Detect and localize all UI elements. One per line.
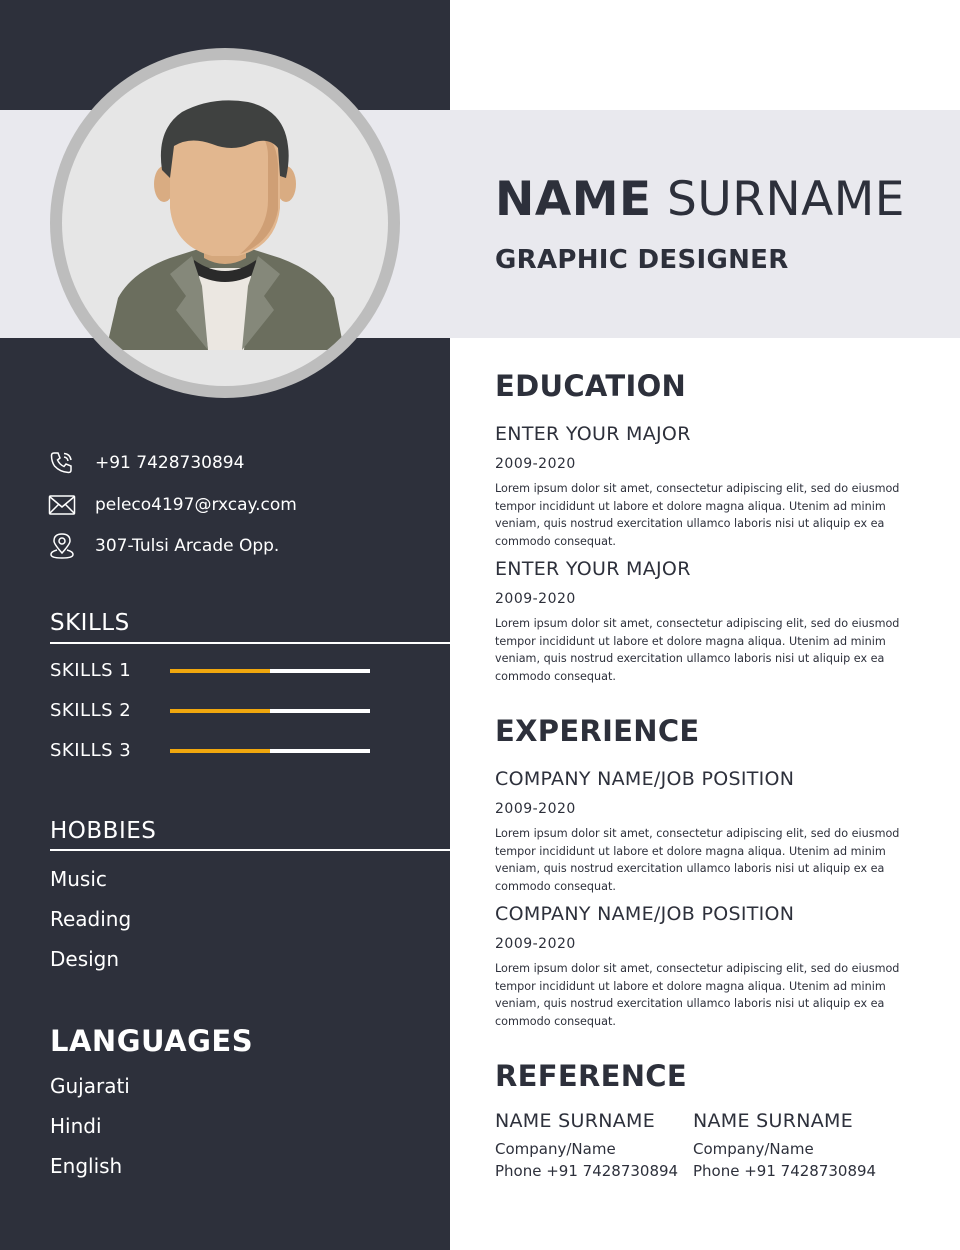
reference-heading: REFERENCE (495, 1059, 687, 1093)
skill-bar-fill (170, 709, 270, 713)
hobby-item: Reading (50, 907, 132, 931)
experience-entry-date: 2009-2020 (495, 936, 576, 952)
skill-label: SKILLS 1 (50, 660, 132, 681)
location-pin-icon (48, 532, 76, 560)
experience-entry-desc: Lorem ipsum dolor sit amet, consectetur adipiscing elit, sed do eiusmod tempor incididunt ut labore et dolore magna aliqua. Utenim ad minim veniam, quis nostrud exercitation ullamco laboris nisi ut aliquip ex ea commodo consequat. (495, 962, 900, 1028)
reference-card (495, 1110, 678, 1180)
hobbies-divider (50, 849, 450, 851)
contact-email (48, 491, 297, 519)
phone-text[interactable]: +91 7428730894 (95, 453, 245, 473)
skill-label: SKILLS 2 (50, 700, 132, 721)
hobby-item: Music (50, 867, 107, 891)
avatar-portrait (62, 60, 388, 386)
reference-phone[interactable]: Phone +91 7428730894 (495, 1162, 679, 1180)
skills-divider (50, 642, 450, 644)
skill-bar (170, 669, 370, 673)
hobby-item: Design (50, 947, 120, 971)
skill-bar (170, 709, 370, 713)
address-text: 307-Tulsi Arcade Opp. (95, 536, 280, 556)
reference-company: Company/Name (495, 1140, 616, 1158)
language-item: Hindi (50, 1114, 102, 1138)
experience-entry-desc: Lorem ipsum dolor sit amet, consectetur adipiscing elit, sed do eiusmod tempor incididunt ut labore et dolore magna aliqua. Utenim ad minim veniam, quis nostrud exercitation ullamco laboris nisi ut aliquip ex ea commodo consequat. (495, 827, 900, 893)
skill-bar-fill (170, 749, 270, 753)
reference-name: NAME SURNAME (495, 1110, 656, 1132)
contact-address (48, 532, 279, 560)
skill-bar (170, 749, 370, 753)
experience-entry-date: 2009-2020 (495, 801, 576, 817)
email-text[interactable]: peleco4197@rxcay.com (95, 495, 297, 515)
languages-heading: LANGUAGES (50, 1024, 254, 1058)
phone-icon (48, 449, 76, 477)
reference-card (693, 1110, 876, 1180)
mail-icon (48, 491, 76, 519)
contact-phone (48, 449, 244, 477)
full-name (495, 172, 905, 227)
education-entry-title: ENTER YOUR MAJOR (495, 558, 691, 580)
education-entry-desc: Lorem ipsum dolor sit amet, consectetur adipiscing elit, sed do eiusmod tempor incididunt ut labore et dolore magna aliqua. Utenim ad minim veniam, quis nostrud exercitation ullamco laboris nisi ut aliquip ex ea commodo consequat. (495, 617, 900, 683)
skill-bar-fill (170, 669, 270, 673)
reference-phone[interactable]: Phone +91 7428730894 (693, 1162, 877, 1180)
reference-name: NAME SURNAME (693, 1110, 854, 1132)
education-entry-date: 2009-2020 (495, 456, 576, 472)
hobbies-heading: HOBBIES (50, 818, 157, 844)
language-item: English (50, 1154, 123, 1178)
skill-label: SKILLS 3 (50, 740, 132, 761)
education-entry-desc: Lorem ipsum dolor sit amet, consectetur adipiscing elit, sed do eiusmod tempor incididunt ut labore et dolore magna aliqua. Utenim ad minim veniam, quis nostrud exercitation ullamco laboris nisi ut aliquip ex ea commodo consequat. (495, 482, 900, 548)
skills-heading: SKILLS (50, 610, 130, 636)
experience-entry-title: COMPANY NAME/JOB POSITION (495, 903, 795, 925)
education-heading: EDUCATION (495, 369, 687, 403)
experience-heading: EXPERIENCE (495, 714, 700, 748)
avatar (62, 60, 388, 386)
language-item: Gujarati (50, 1074, 130, 1098)
job-title: GRAPHIC DESIGNER (495, 245, 789, 275)
experience-entry-title: COMPANY NAME/JOB POSITION (495, 768, 795, 790)
last-name: SURNAME (667, 172, 905, 227)
education-entry-title: ENTER YOUR MAJOR (495, 423, 691, 445)
first-name: NAME (495, 172, 652, 227)
education-entry-date: 2009-2020 (495, 591, 576, 607)
reference-company: Company/Name (693, 1140, 814, 1158)
